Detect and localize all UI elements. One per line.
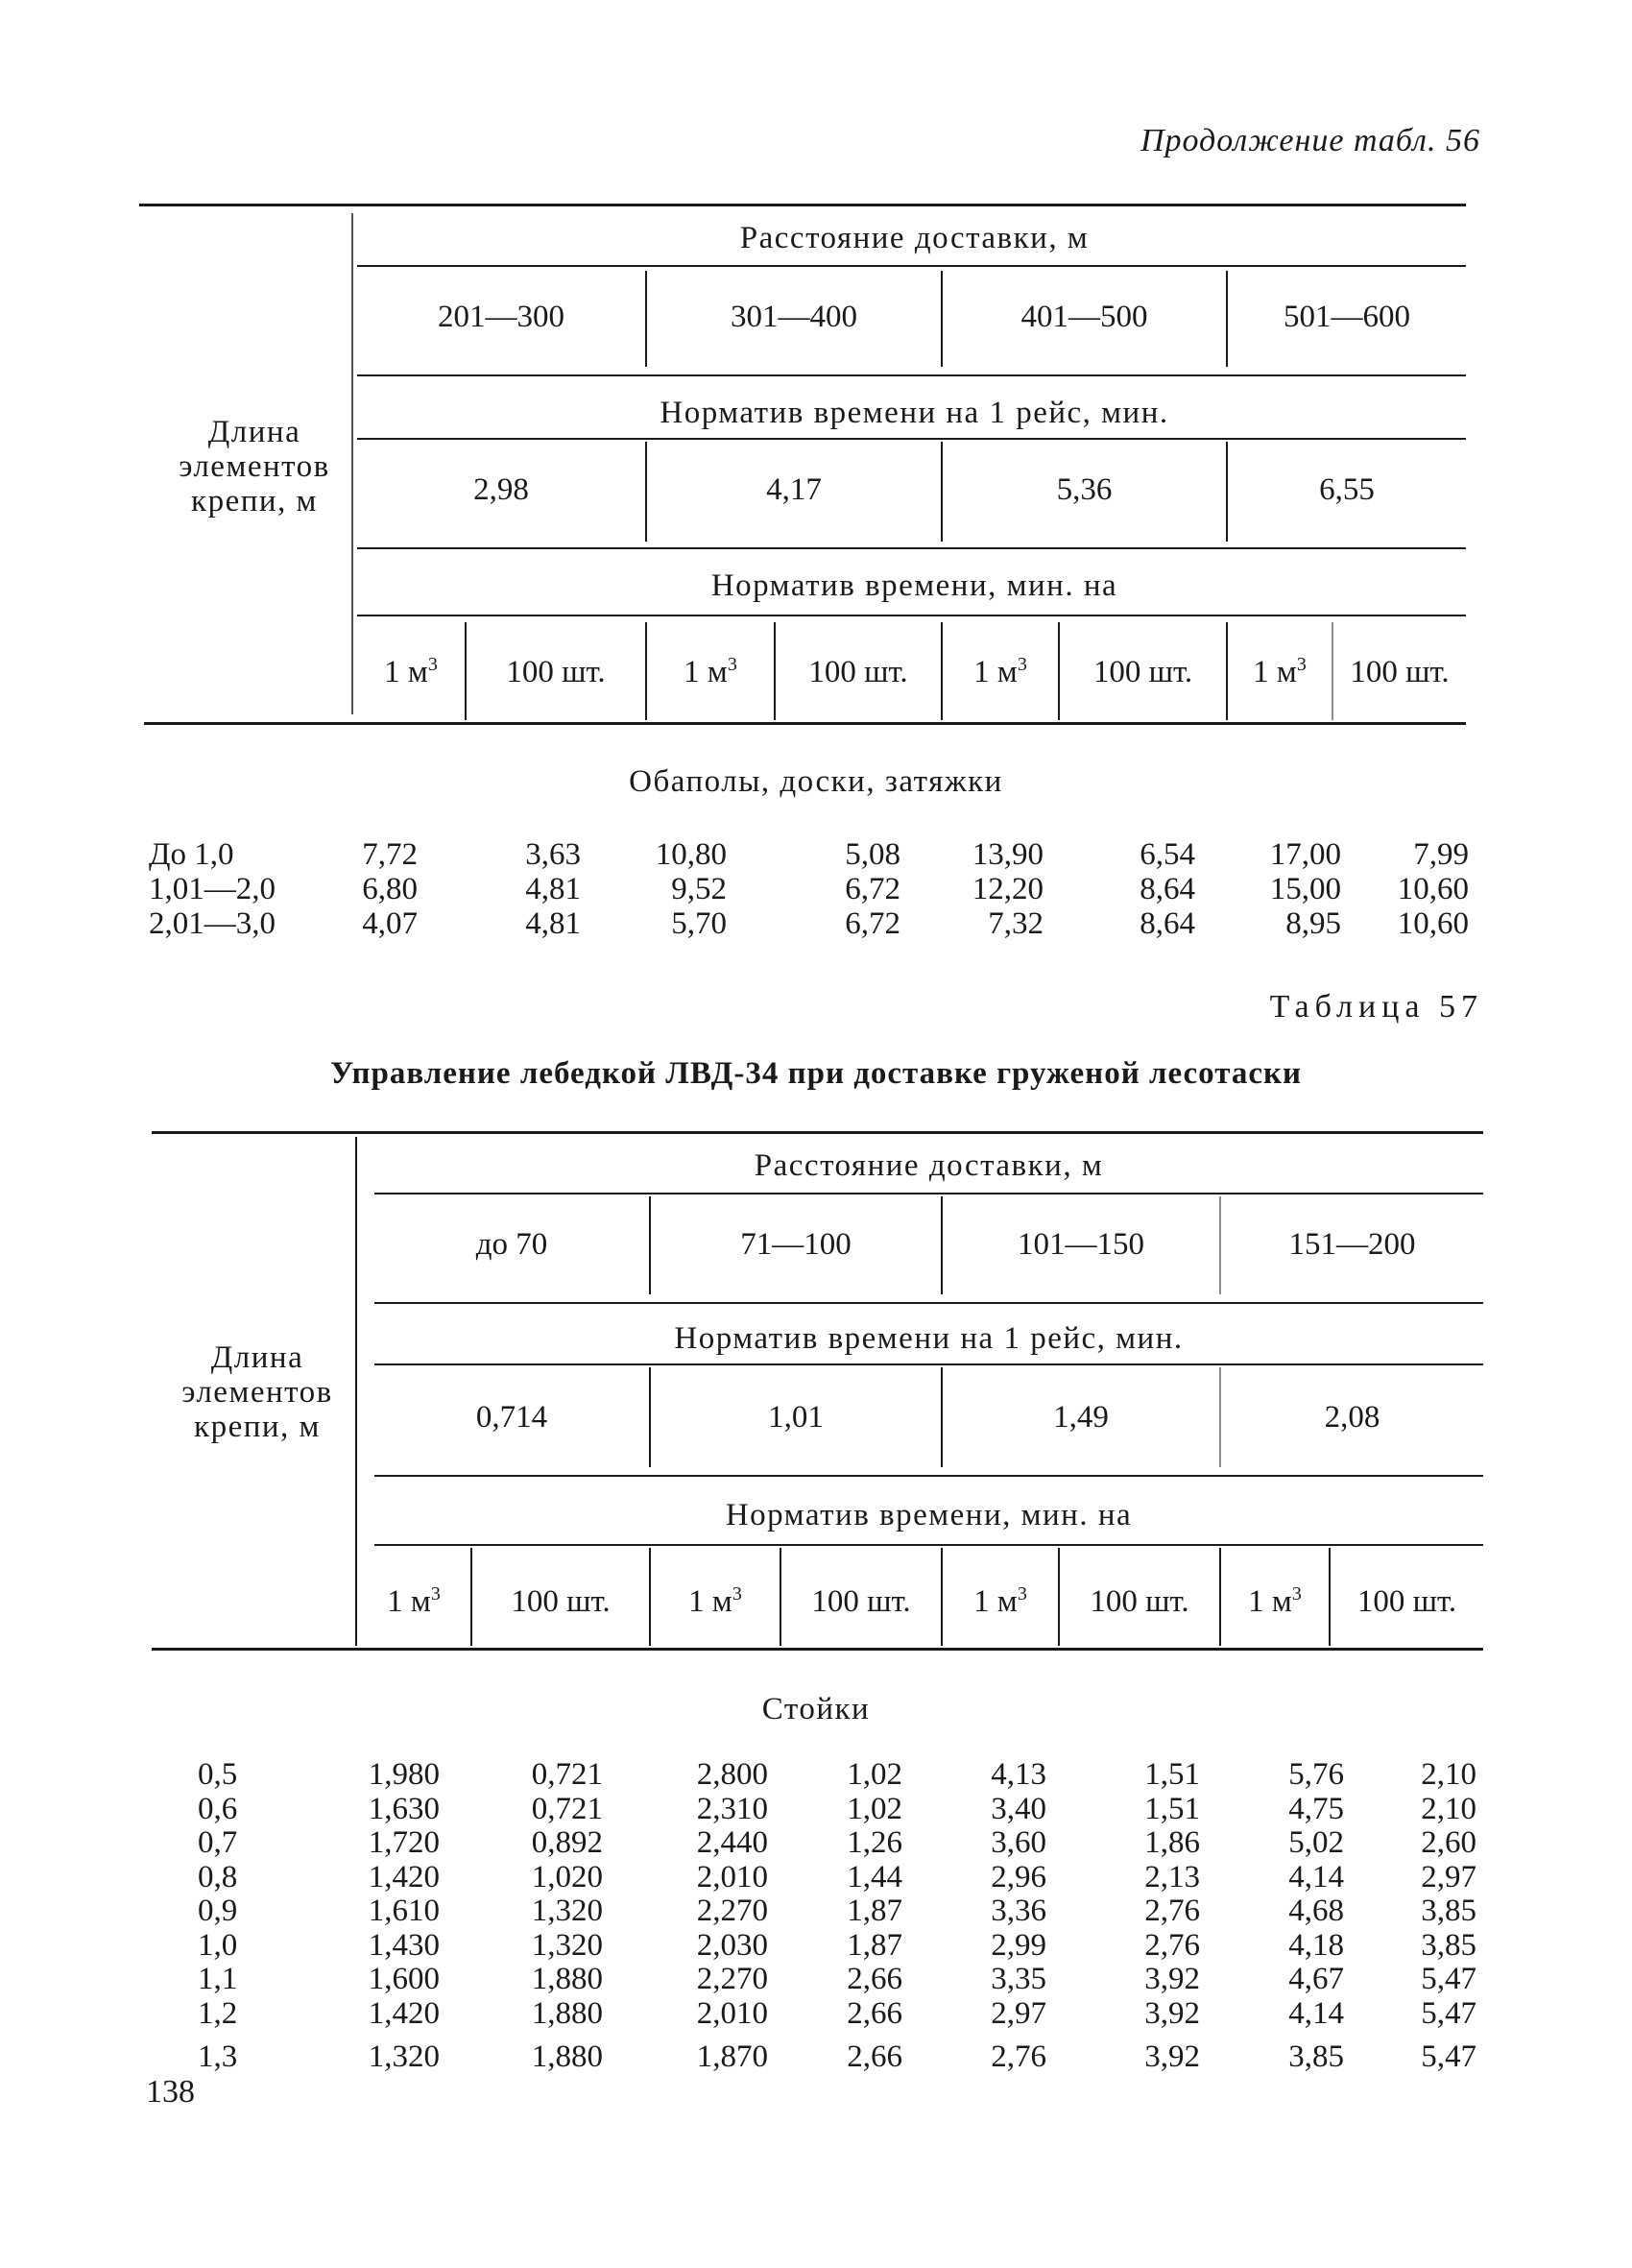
table-cell: 1,430 bbox=[368, 1927, 440, 1963]
per-trip-values-rule bbox=[374, 1475, 1483, 1477]
table-cell: 1,880 bbox=[531, 1962, 603, 1996]
table-cell: 2,440 bbox=[696, 1825, 768, 1860]
range-cell: до 70 bbox=[475, 1227, 548, 1262]
table-cell: 2,99 bbox=[991, 1927, 1046, 1963]
table-row bbox=[0, 906, 1632, 941]
table-cell: 1,630 bbox=[368, 1791, 440, 1826]
per-trip-rule bbox=[374, 1363, 1483, 1365]
table-cell: 2,66 bbox=[847, 1995, 902, 2031]
table-cell: 12,20 bbox=[972, 872, 1044, 906]
table-cell: 6,54 bbox=[1140, 837, 1195, 872]
table-cell: 2,66 bbox=[847, 2039, 902, 2074]
distance-header-rule bbox=[357, 265, 1466, 267]
row-label: 0,5 bbox=[198, 1757, 238, 1792]
table-cell: 5,76 bbox=[1288, 1757, 1344, 1792]
table-row bbox=[0, 1860, 1632, 1894]
table-cell: 4,07 bbox=[362, 906, 418, 941]
per-trip-value: 2,08 bbox=[1324, 1400, 1380, 1435]
table-cell: 2,310 bbox=[696, 1791, 768, 1826]
table-cell: 3,60 bbox=[991, 1825, 1046, 1860]
unit-pcs: 100 шт. bbox=[1090, 1584, 1189, 1619]
table-cell: 13,90 bbox=[972, 837, 1044, 872]
table-cell: 5,70 bbox=[671, 906, 727, 941]
range-cell: 151—200 bbox=[1288, 1227, 1416, 1262]
unit-m3: 1 $м^3$ bbox=[384, 654, 438, 689]
table-cell: 2,60 bbox=[1421, 1825, 1476, 1860]
continuation-header: Продолжение табл. 56 bbox=[1140, 123, 1480, 158]
table-cell: 1,02 bbox=[847, 1757, 902, 1792]
page-number: 138 bbox=[146, 2074, 195, 2110]
table-cell: 1,86 bbox=[1144, 1825, 1200, 1860]
per-trip-rule bbox=[357, 438, 1466, 440]
row-label: 1,3 bbox=[198, 2039, 238, 2074]
range-cell: 501—600 bbox=[1284, 300, 1410, 334]
table-cell: 1,51 bbox=[1144, 1757, 1200, 1792]
table-cell: 2,270 bbox=[696, 1962, 768, 1996]
table-cell: 4,13 bbox=[991, 1757, 1046, 1792]
table-cell: 1,610 bbox=[368, 1894, 440, 1928]
table-cell: 8,64 bbox=[1140, 906, 1195, 941]
per-trip-values-rule bbox=[357, 547, 1466, 549]
row-header-line-3: крепи, м bbox=[191, 484, 318, 519]
per-unit-header: Норматив времени, мин. на bbox=[725, 1498, 1133, 1532]
table-cell: 2,66 bbox=[847, 1962, 902, 1996]
table-cell: 3,92 bbox=[1144, 1962, 1200, 1996]
row-header-line-1: Длина bbox=[210, 1340, 304, 1375]
row-label: 1,2 bbox=[198, 1995, 238, 2031]
table-cell: 3,85 bbox=[1421, 1894, 1476, 1928]
table-cell: 3,85 bbox=[1288, 2039, 1344, 2074]
unit-m3: 1 $м^3$ bbox=[688, 1583, 742, 1619]
table-cell: 7,99 bbox=[1413, 837, 1469, 872]
table-cell: 1,51 bbox=[1144, 1791, 1200, 1826]
table-cell: 1,87 bbox=[847, 1894, 902, 1928]
unit-pcs: 100 шт. bbox=[506, 655, 606, 689]
table-cell: 6,72 bbox=[845, 906, 900, 941]
row-label: 1,0 bbox=[198, 1927, 238, 1963]
table-cell: 1,020 bbox=[531, 1859, 603, 1894]
table-cell: 4,14 bbox=[1288, 1859, 1344, 1894]
table-cell: 0,721 bbox=[531, 1791, 603, 1826]
row-label: 0,8 bbox=[198, 1859, 238, 1894]
table-cell: 0,892 bbox=[531, 1825, 603, 1860]
table-cell: 3,63 bbox=[525, 837, 581, 872]
table-cell: 1,44 bbox=[847, 1859, 902, 1894]
row-header-divider bbox=[355, 1137, 357, 1646]
table-cell: 1,720 bbox=[368, 1825, 440, 1860]
table-cell: 3,92 bbox=[1144, 1995, 1200, 2031]
unit-m3: 1 $м^3$ bbox=[1248, 1583, 1302, 1619]
row-header-divider bbox=[351, 213, 353, 714]
row-header bbox=[171, 1340, 344, 1444]
row-header-line-3: крепи, м bbox=[194, 1410, 321, 1444]
table-top-rule bbox=[152, 1131, 1483, 1134]
ranges-rule bbox=[357, 374, 1466, 376]
table-row bbox=[0, 1962, 1632, 1996]
row-label: 1,1 bbox=[198, 1962, 238, 1996]
table-cell: 2,800 bbox=[696, 1757, 768, 1792]
table-cell: 2,97 bbox=[991, 1995, 1046, 2031]
unit-m3: 1 $м^3$ bbox=[387, 1583, 441, 1619]
table-cell: 1,320 bbox=[531, 1894, 603, 1928]
per-unit-rule bbox=[374, 1544, 1483, 1546]
distance-header-rule bbox=[374, 1193, 1483, 1194]
table-cell: 2,10 bbox=[1421, 1791, 1476, 1826]
table-cell: 2,96 bbox=[991, 1859, 1046, 1894]
table-cell: 2,76 bbox=[1144, 1927, 1200, 1963]
range-cell: 401—500 bbox=[1020, 300, 1148, 334]
table-cell: 4,81 bbox=[525, 872, 581, 906]
table-cell: 3,36 bbox=[991, 1894, 1046, 1928]
table-cell: 1,880 bbox=[531, 1995, 603, 2031]
table-cell: 1,600 bbox=[368, 1962, 440, 1996]
range-cell: 201—300 bbox=[438, 300, 564, 334]
table-row bbox=[0, 1894, 1632, 1928]
per-trip-header: Норматив времени на 1 рейс, мин. bbox=[674, 1321, 1184, 1356]
table-cell: 1,980 bbox=[368, 1757, 440, 1792]
unit-pcs: 100 шт. bbox=[1356, 1584, 1457, 1619]
table-cell: 1,320 bbox=[368, 2039, 440, 2074]
per-unit-rule bbox=[357, 615, 1466, 616]
range-cell: 101—150 bbox=[1018, 1227, 1144, 1262]
table-cell: 2,010 bbox=[696, 1995, 768, 2031]
table-cell: 5,02 bbox=[1288, 1825, 1344, 1860]
section-title: Стойки bbox=[761, 1692, 871, 1726]
table-cell: 9,52 bbox=[671, 872, 727, 906]
row-label: 0,7 bbox=[198, 1825, 238, 1860]
table-cell: 6,80 bbox=[362, 872, 418, 906]
unit-pcs: 100 шт. bbox=[511, 1584, 611, 1619]
table-cell: 1,02 bbox=[847, 1791, 902, 1826]
row-label: До 1,0 bbox=[149, 837, 234, 872]
table-cell: 2,10 bbox=[1421, 1757, 1476, 1792]
distance-header: Расстояние доставки, м bbox=[739, 221, 1090, 255]
table-cell: 5,08 bbox=[845, 837, 900, 872]
table-cell: 4,75 bbox=[1288, 1791, 1344, 1826]
table-row bbox=[0, 1996, 1632, 2031]
table-cell: 0,721 bbox=[531, 1757, 603, 1792]
unit-m3: 1 $м^3$ bbox=[684, 654, 737, 689]
table-cell: 2,270 bbox=[696, 1894, 768, 1928]
table-cell: 4,81 bbox=[525, 906, 581, 941]
table-cell: 3,85 bbox=[1421, 1927, 1476, 1963]
table-title: Управление лебедкой ЛВД-34 при доставке груженой лесотаски bbox=[329, 1056, 1303, 1091]
table-row bbox=[0, 1792, 1632, 1826]
section-title: Обаполы, доски, затяжки bbox=[629, 764, 1003, 799]
unit-m3: 1 $м^3$ bbox=[973, 654, 1027, 689]
table-cell: 2,13 bbox=[1144, 1859, 1200, 1894]
unit-pcs: 100 шт. bbox=[811, 1584, 911, 1619]
table-cell: 3,92 bbox=[1144, 2039, 1200, 2074]
table-top-rule bbox=[139, 204, 1466, 206]
per-trip-value: 6,55 bbox=[1319, 472, 1375, 507]
per-trip-value: 1,49 bbox=[1053, 1400, 1109, 1435]
unit-m3: 1 $м^3$ bbox=[1253, 654, 1307, 689]
table-cell: 3,35 bbox=[991, 1962, 1046, 1996]
header-bottom-rule bbox=[152, 1648, 1483, 1651]
table-cell: 5,47 bbox=[1421, 1962, 1476, 1996]
table-cell: 2,010 bbox=[696, 1859, 768, 1894]
range-cell: 301—400 bbox=[731, 300, 857, 334]
table-cell: 5,47 bbox=[1421, 2039, 1476, 2074]
table-cell: 1,320 bbox=[531, 1927, 603, 1963]
table-row bbox=[0, 1825, 1632, 1860]
table-cell: 1,420 bbox=[368, 1859, 440, 1894]
table-row bbox=[0, 1757, 1632, 1792]
table-cell: 1,26 bbox=[847, 1825, 902, 1860]
row-header-line-2: элементов bbox=[179, 449, 330, 484]
table-row bbox=[0, 1928, 1632, 1963]
per-trip-value: 5,36 bbox=[1056, 472, 1113, 507]
table-cell: 6,72 bbox=[845, 872, 900, 906]
distance-header: Расстояние доставки, м bbox=[754, 1148, 1104, 1183]
table-cell: 10,80 bbox=[655, 837, 727, 872]
row-label: 2,01—3,0 bbox=[149, 906, 276, 941]
unit-pcs: 100 шт. bbox=[808, 655, 908, 689]
table-row bbox=[0, 2039, 1632, 2074]
per-trip-value: 4,17 bbox=[766, 472, 822, 507]
unit-pcs: 100 шт. bbox=[1092, 655, 1193, 689]
table-cell: 1,870 bbox=[696, 2039, 768, 2074]
table-row bbox=[0, 872, 1632, 906]
table-cell: 10,60 bbox=[1397, 906, 1469, 941]
table-cell: 5,47 bbox=[1421, 1995, 1476, 2031]
row-label: 1,01—2,0 bbox=[149, 872, 276, 906]
per-trip-value: 2,98 bbox=[473, 472, 529, 507]
table-cell: 3,40 bbox=[991, 1791, 1046, 1826]
per-trip-value: 1,01 bbox=[768, 1400, 824, 1435]
row-label: 0,6 bbox=[198, 1791, 238, 1826]
table-cell: 7,72 bbox=[362, 837, 418, 872]
ranges-rule bbox=[374, 1302, 1483, 1304]
table-cell: 2,76 bbox=[1144, 1894, 1200, 1928]
per-trip-value: 0,714 bbox=[475, 1400, 548, 1435]
row-header-line-1: Длина bbox=[207, 415, 301, 449]
header-bottom-rule bbox=[144, 722, 1466, 725]
table-row bbox=[0, 837, 1632, 872]
table-cell: 7,32 bbox=[988, 906, 1044, 941]
table-cell: 4,67 bbox=[1288, 1962, 1344, 1996]
table-cell: 2,76 bbox=[991, 2039, 1046, 2074]
table-cell: 1,420 bbox=[368, 1995, 440, 2031]
table-cell: 8,64 bbox=[1140, 872, 1195, 906]
row-header-line-2: элементов bbox=[181, 1375, 333, 1410]
row-label: 0,9 bbox=[198, 1894, 238, 1928]
range-cell: 71—100 bbox=[740, 1227, 852, 1262]
table-cell: 15,00 bbox=[1269, 872, 1341, 906]
table-cell: 4,18 bbox=[1288, 1927, 1344, 1963]
unit-m3: 1 $м^3$ bbox=[973, 1583, 1027, 1619]
table-cell: 2,030 bbox=[696, 1927, 768, 1963]
table-cell: 10,60 bbox=[1397, 872, 1469, 906]
table-cell: 8,95 bbox=[1285, 906, 1341, 941]
table-cell: 1,87 bbox=[847, 1927, 902, 1963]
unit-pcs: 100 шт. bbox=[1350, 655, 1450, 689]
per-trip-header: Норматив времени на 1 рейс, мин. bbox=[660, 396, 1169, 430]
row-header bbox=[173, 415, 336, 519]
table-number: Таблица 57 bbox=[1269, 989, 1483, 1025]
table-cell: 17,00 bbox=[1269, 837, 1341, 872]
table-cell: 2,97 bbox=[1421, 1859, 1476, 1894]
table-cell: 1,880 bbox=[531, 2039, 603, 2074]
table-cell: 4,68 bbox=[1288, 1894, 1344, 1928]
per-unit-header: Норматив времени, мин. на bbox=[710, 568, 1118, 603]
table-cell: 4,14 bbox=[1288, 1995, 1344, 2031]
